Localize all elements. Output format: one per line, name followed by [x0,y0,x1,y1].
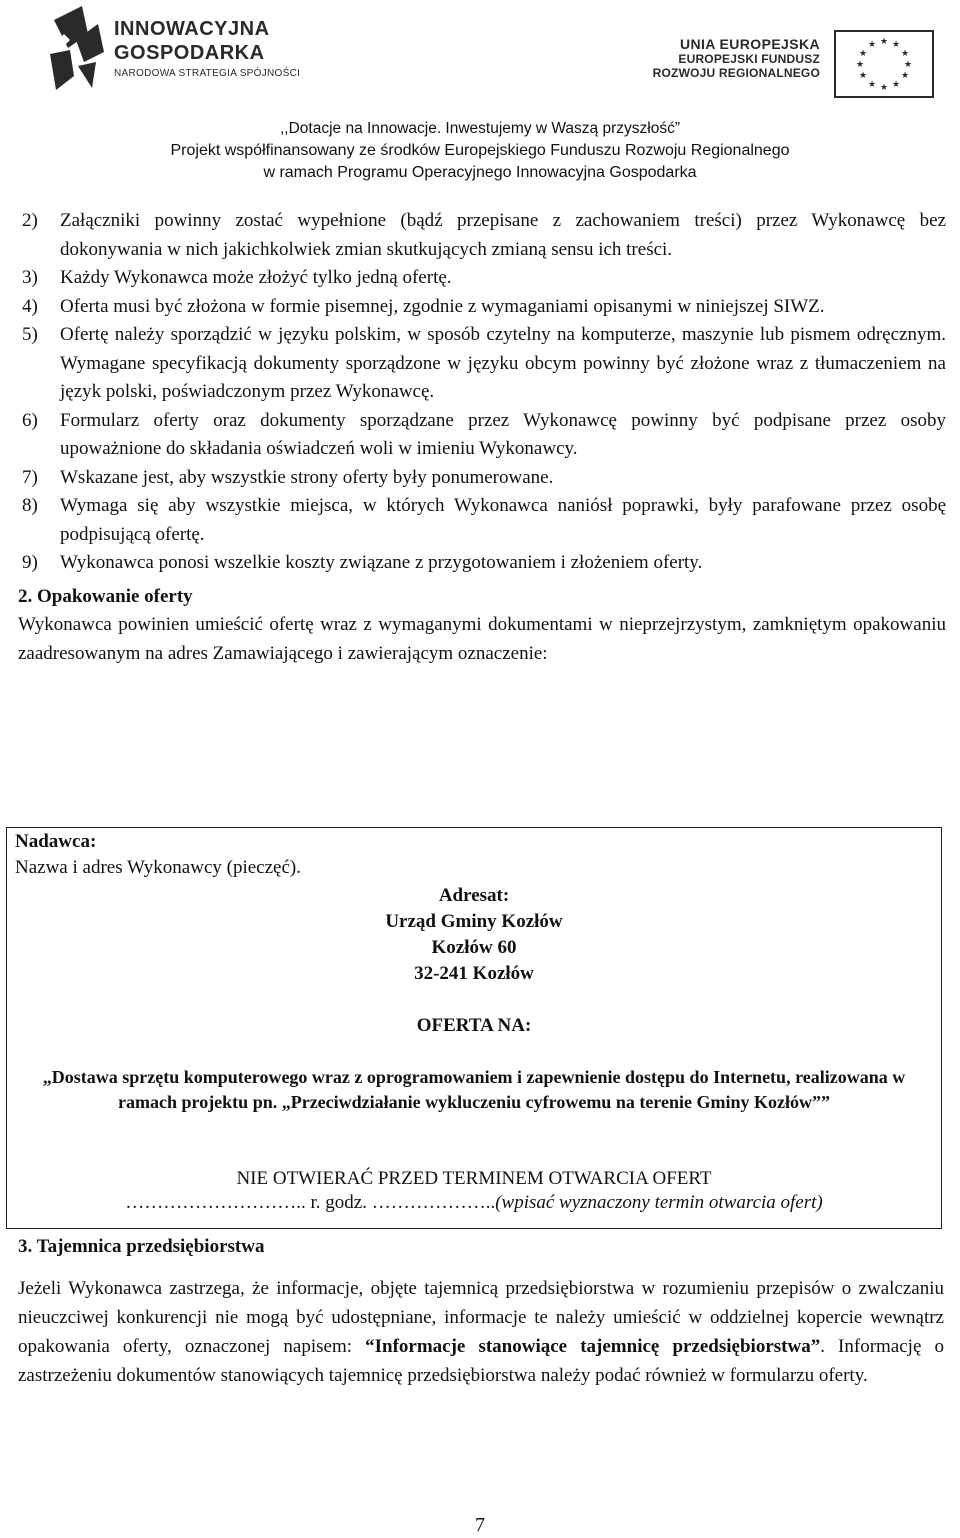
svg-text:★: ★ [879,37,889,47]
svg-text:★: ★ [891,80,901,90]
svg-text:★: ★ [903,60,913,70]
sender-label: Nadawca: [15,831,97,852]
svg-text:★: ★ [867,40,877,50]
list-item-text: Oferta musi być złożona w formie pisemnej, zgodnie z wymaganiami opisanymi w niniejszej SIWZ. [60,295,825,317]
addressee-line3: 32-241 Kozłów [414,963,534,984]
page-number: 7 [475,1514,485,1536]
main-content [18,207,946,668]
list-item-number: 5) [22,324,38,345]
list-item [18,264,946,293]
do-not-open-notice: NIE OTWIERAĆ PRZED TERMINEM OTWARCIA OFERT [236,1168,712,1189]
slogan-line3: w ramach Programu Operacyjnego Innowacyjna Gospodarka [263,164,697,181]
list-item-number: 7) [22,466,38,488]
eu-flag-icon [834,30,934,98]
list-item-text: Ofertę należy sporządzić w języku polskim, w sposób czytelny na komputerze, maszynie lub pismem odręcznym. Wymagane specyfikacją dokumenty sporządzone w języku obcym powinny być złożone wraz z tłumaczeniem na język polski, poświadczonym przez Wykonawcę. [60,324,946,402]
list-item-number: 2) [22,210,38,231]
envelope-label-box [6,827,942,1229]
list-item-text: Wymaga się aby wszystkie miejsca, w których Wykonawca naniósł poprawki, były parafowane przez osobę podpisującą ofertę. [60,495,946,545]
list-item-text: Załączniki powinny zostać wypełnione (bądź przepisane z zachowaniem treści) przez Wykonawcę bez dokonywania w nich jakichkolwiek zmian skutkujących zmianą sensu ich treści. [60,210,946,260]
list-item-number: 9) [22,552,38,573]
list-item [18,207,946,264]
ig-logo-line3: NARODOWA STRATEGIA SPÓJNOŚCI [114,68,301,79]
list-item-text: Wskazane jest, aby wszystkie strony oferty były ponumerowane. [60,466,554,488]
sender-text: Nazwa i adres Wykonawcy (pieczęć). [15,857,301,878]
list-item-text: Wykonawca ponosi wszelkie koszty związane z przygotowaniem i złożeniem oferty. [60,552,703,573]
svg-text:★: ★ [858,71,868,81]
list-item-number: 4) [22,295,38,317]
section-3-text [18,1274,944,1390]
list-item [18,492,946,549]
list-item-number: 3) [22,267,38,288]
list-item [18,407,946,464]
eu-logo-line2: EUROPEJSKI FUNDUSZ [678,52,820,66]
list-item [18,321,946,407]
list-item-text: Formularz oferty oraz dokumenty sporządzane przez Wykonawcę powinny być podpisane przez osoby upoważnione do składania oświadczeń woli w imieniu Wykonawcy. [60,409,946,459]
list-item-number: 6) [22,409,38,431]
addressee-line2: Kozłów 60 [431,937,517,958]
eu-logo [640,20,940,100]
list-item-number: 8) [22,495,38,516]
list-item-text: Każdy Wykonawca może złożyć tylko jedną ofertę. [60,267,452,288]
list-item [18,549,946,578]
section-3-title: 3. Tajemnica przedsiębiorstwa [18,1236,265,1257]
section-2-title: 2. Opakowanie oferty [18,585,193,607]
section-3-text-start: Jeżeli Wykonawca zastrzega, że informacje, objęte tajemnicą przedsiębiorstwa w rozumieniu przepisów o zwalczaniu nieuczciwej konkurencji nie mogą być udostępniane, informacje te należy umieścić w oddzielnej kopercie wewnątrz opakowania oferty, oznaczonej napisem: [18,1278,944,1357]
page-header [0,0,960,190]
opening-date-fill: ……………………….. r. godz. ……………….. [125,1192,496,1213]
project-slogan [0,118,960,184]
section-3-marking: “Informacje stanowiące tajemnicę przedsiębiorstwa” [365,1336,821,1357]
offer-description: „Dostawa sprzętu komputerowego wraz z oprogramowaniem i zapewnienie dostępu do Internetu, realizowana w ramach projektu pn. „Przeciwdziałanie wykluczeniu cyfrowemu na terenie Gminy Kozłów”” [42,1067,906,1112]
slogan-line2: Projekt współfinansowany ze środków Europejskiego Funduszu Rozwoju Regionalnego [170,142,790,159]
svg-text:★: ★ [900,49,910,59]
addressee-line1: Urząd Gminy Kozłów [385,911,563,932]
ig-logo-line1: INNOWACYJNA [114,18,270,40]
svg-text:★: ★ [858,49,868,59]
eu-logo-text [653,36,820,80]
eu-logo-line1: UNIA EUROPEJSKA [679,36,820,52]
section-3-text-end: . Informację o zastrzeżeniu dokumentów stanowiących tajemnicę przedsiębiorstwa należy podać również w formularzu oferty. [18,1336,944,1386]
addressee-label: Adresat: [438,885,510,906]
section-2-text: Wykonawca powinien umieścić ofertę wraz z wymaganymi dokumentami w nieprzejrzystym, zamkniętym opakowaniu zaadresowanym na adres Zamawiającego i zawierającym oznaczenie: [18,614,946,664]
eu-logo-line3: ROZWOJU REGIONALNEGO [652,66,820,80]
innowacyjna-gospodarka-logo [48,4,301,100]
svg-text:★: ★ [855,60,865,70]
svg-text:★: ★ [867,80,877,90]
ig-emblem-icon [48,4,112,94]
svg-text:★: ★ [900,71,910,81]
list-item [18,464,946,493]
ig-logo-line2: GOSPODARKA [114,42,265,64]
requirements-list [18,207,946,578]
svg-text:★: ★ [879,83,889,93]
list-item [18,293,946,322]
offer-label: OFERTA NA: [416,1015,532,1036]
svg-text:★: ★ [891,40,901,50]
opening-date-hint: (wpisać wyznaczony termin otwarcia ofert) [495,1192,823,1213]
slogan-line1: ,,Dotacje na Innowacje. Inwestujemy w Waszą przyszłość” [280,120,680,137]
opening-date-line [7,1192,941,1214]
